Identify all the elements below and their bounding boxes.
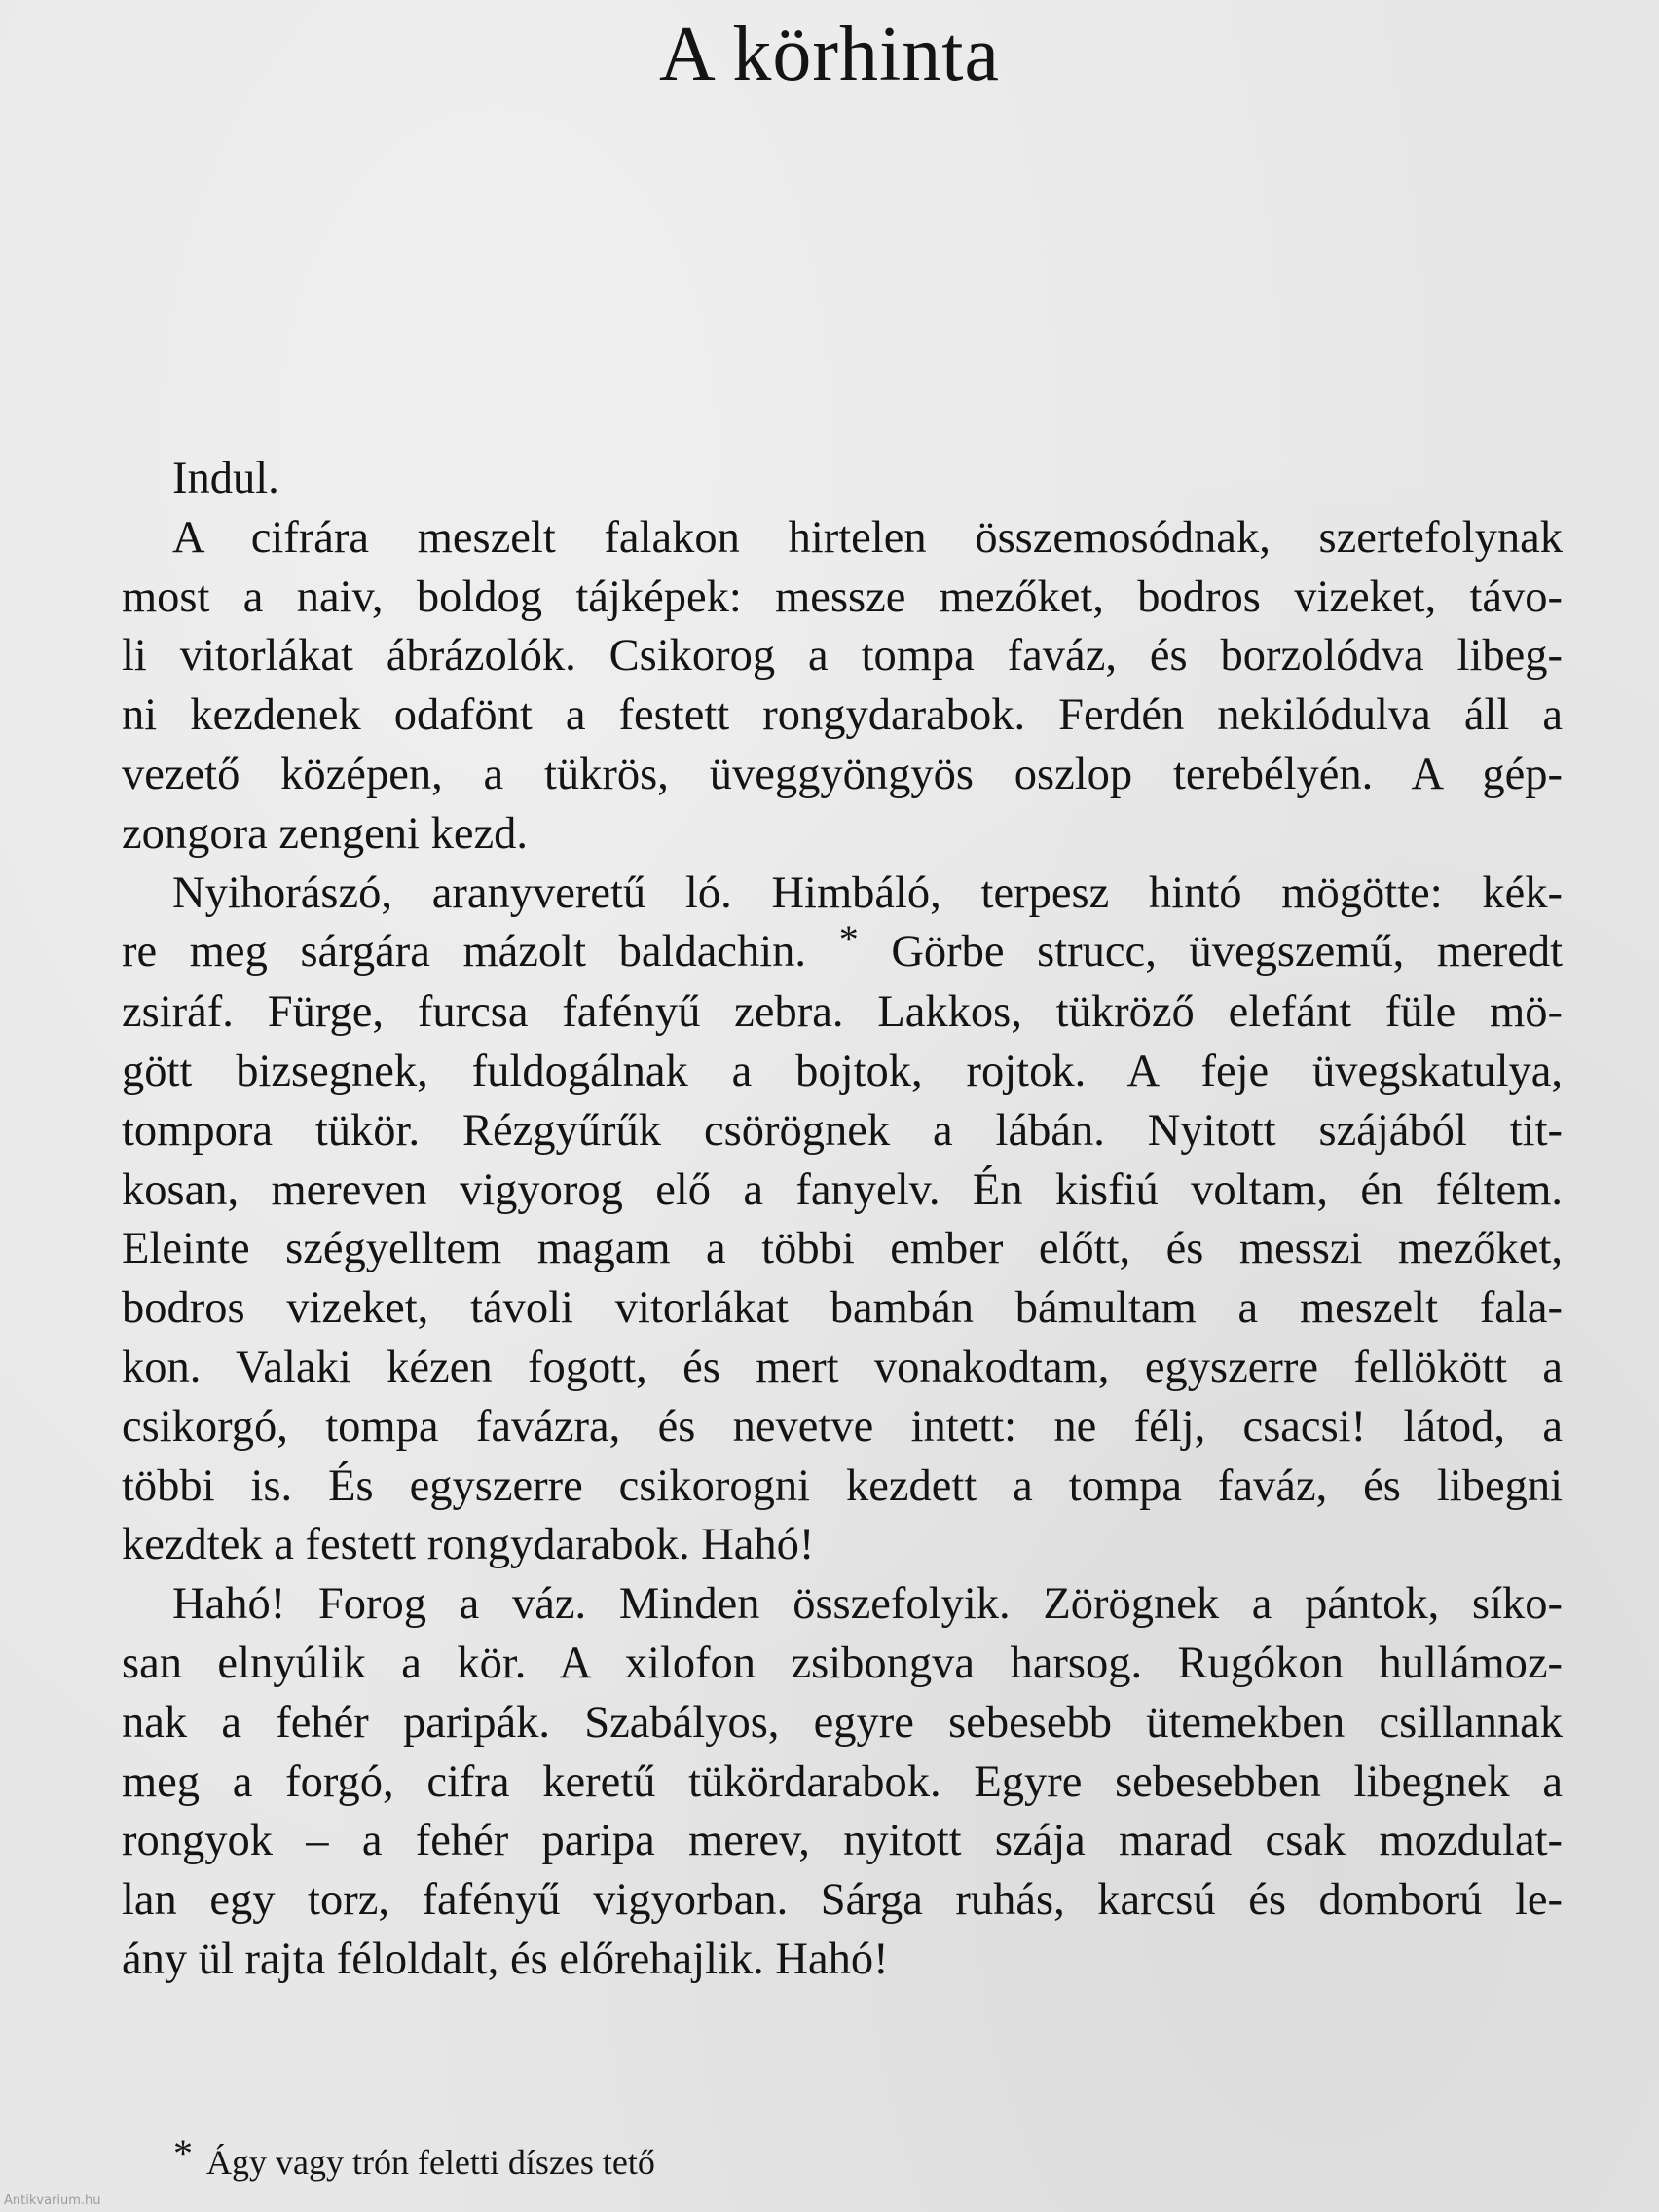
text-line: ány ül rajta féloldalt, és előrehajlik. Hahó! (122, 1934, 889, 1984)
text-line: kosan, mereven vigyorog elő a fanyelv. Én kisfiú voltam, én féltem. (122, 1164, 1563, 1215)
text-line: zongora zengeni kezd. (122, 808, 529, 859)
text-line: bodros vizeket, távoli vitorlákat bambán bámultam a meszelt fala- (122, 1283, 1563, 1334)
text-line: rongyok – a fehér paripa merev, nyitott szája marad csak mozdulat- (122, 1816, 1563, 1866)
text-line: Eleinte szégyelltem magam a többi ember előtt, és messzi mezőket, (122, 1224, 1563, 1274)
page-title: A körhinta (659, 12, 1000, 97)
line-segment: Görbe strucc, üvegszemű, meredt (858, 927, 1564, 977)
text-line: vezető középen, a tükrös, üveggyöngyös oszlop terebélyén. A gép- (122, 749, 1563, 799)
watermark: Antikvarium.hu (4, 2194, 101, 2208)
text-line: A cifrára meszelt falakon hirtelen összemosódnak, szertefolynak (172, 512, 1563, 563)
text-line: kezdtek a festett rongydarabok. Hahó! (122, 1520, 815, 1570)
text-line (122, 917, 1564, 983)
text-line: tompora tükör. Rézgyűrűk csörögnek a lábán. Nyitott szájából tit- (122, 1105, 1563, 1156)
body-text (122, 450, 1563, 1990)
text-line: Nyihorászó, aranyveretű ló. Himbáló, terpesz hintó mögötte: kék- (172, 867, 1563, 918)
text-line: többi is. És egyszerre csikorogni kezdett a tompa faváz, és libegni (122, 1460, 1563, 1511)
text-line: most a naiv, boldog tájképek: messze mezőket, bodros vizeket, távo- (122, 571, 1563, 622)
text-line: kon. Valaki kézen fogott, és mert vonakodtam, egyszerre fellökött a (122, 1342, 1563, 1392)
paragraph (122, 1575, 1563, 1990)
text-line: lan egy torz, fafényű vigyorban. Sárga ruhás, karcsú és domború le- (122, 1875, 1563, 1926)
line-segment: re meg sárgára mázolt baldachin. (122, 927, 807, 977)
text-line: zsiráf. Fürge, furcsa fafényű zebra. Lakkos, tükröző elefánt füle mö- (122, 987, 1563, 1038)
text-line: csikorgó, tompa favázra, és nevetve intett: ne félj, csacsi! látod, a (122, 1401, 1563, 1452)
footnote (173, 2131, 655, 2187)
paragraph (122, 450, 1563, 509)
footnote-mark: * (173, 2131, 193, 2175)
text-line: san elnyúlik a kör. A xilofon zsibongva harsog. Rugókon hullámoz- (122, 1638, 1563, 1688)
text-line: li vitorlákat ábrázolók. Csikorog a tompa faváz, és borzolódva libeg- (122, 631, 1563, 682)
text-line: ni kezdenek odafönt a festett rongydarabok. Ferdén nekilódulva áll a (122, 690, 1563, 741)
text-line: Hahó! Forog a váz. Minden összefolyik. Zörögnek a pántok, síko- (172, 1579, 1563, 1630)
text-line: gött bizsegnek, fuldogálnak a bojtok, rojtok. A feje üvegskatulya, (122, 1046, 1563, 1096)
paragraph (122, 509, 1563, 865)
footnote-reference: * (838, 917, 859, 962)
text-line: meg a forgó, cifra keretű tükördarabok. Egyre sebesebben libegnek a (122, 1756, 1563, 1807)
footnote-text: Ágy vagy trón feletti díszes tető (206, 2143, 655, 2182)
text-line: Indul. (172, 454, 279, 503)
text-line: nak a fehér paripák. Szabályos, egyre sebesebb ütemekben csillannak (122, 1697, 1563, 1748)
paragraph (122, 865, 1563, 1576)
